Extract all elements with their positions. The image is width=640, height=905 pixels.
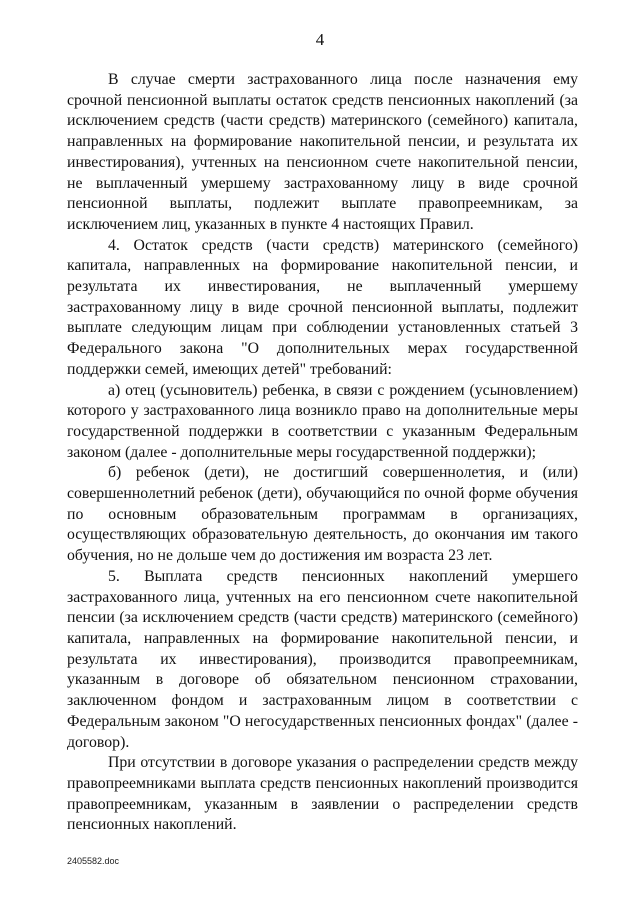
document-body [67,70,578,836]
paragraph-item-4b: б) ребенок (дети), не достигший совершеннолетия, и (или) совершеннолетний ребенок (дети), обучающийся по очной форме обучения по основным образовательным программам в организациях, осуществляющих образовательную деятельность, до окончания им такого обучения, но не дольше чем до достижения им возраста 23 лет. [67,464,578,565]
paragraph-item-5: 5. Выплата средств пенсионных накоплений умершего застрахованного лица, учтенных на его пенсионном счете накопительной пенсии (за исключением средств (части средств) материнского (семейного) капитала, направленных на формирование накопительной пенсии, и результата их инвестирования), производится правопреемникам, указанным в договоре об обязательном пенсионном страховании, заключенном фондом и застрахованным лицом в соответствии с Федеральным законом "О негосударственных пенсионных фондах" (далее - договор). [67,567,578,751]
document-file-code: 2405582.doc [67,856,120,866]
page-number: 4 [315,30,325,49]
paragraph-no-distribution: При отсутствии в договоре указания о распределении средств между правопреемниками выплата средств пенсионных накоплений производится правопреемникам, указанным в заявлении о распределении средств пенсионных накоплений. [67,754,578,834]
paragraph-death-after-payment: В случае смерти застрахованного лица после назначения ему срочной пенсионной выплаты остаток средств пенсионных накоплений (за исключением средств (части средств) материнского (семейного) капитала, направленных на формирование накопительной пенсии, и результата их инвестирования), учтенных на пенсионном счете накопительной пенсии, не выплаченный умершему застрахованному лицу в виде срочной пенсионной выплаты, подлежит выплате правопреемникам, за исключением лиц, указанных в пункте 4 настоящих Правил. [67,71,578,233]
paragraph-item-4a: а) отец (усыновитель) ребенка, в связи с рождением (усыновлением) которого у застрахованного лица возникло право на дополнительные меры государственной поддержки в соответствии с указанным Федеральным законом (далее - дополнительные меры государственной поддержки); [67,381,578,461]
paragraph-item-4: 4. Остаток средств (части средств) материнского (семейного) капитала, направленных на формирование накопительной пенсии, и результата их инвестирования, не выплаченный умершему застрахованному лицу в виде срочной пенсионной выплаты, подлежит выплате следующим лицам при соблюдении установленных статьей 3 Федерального закона "О дополнительных мерах государственной поддержки семей, имеющих детей" требований: [67,236,578,378]
